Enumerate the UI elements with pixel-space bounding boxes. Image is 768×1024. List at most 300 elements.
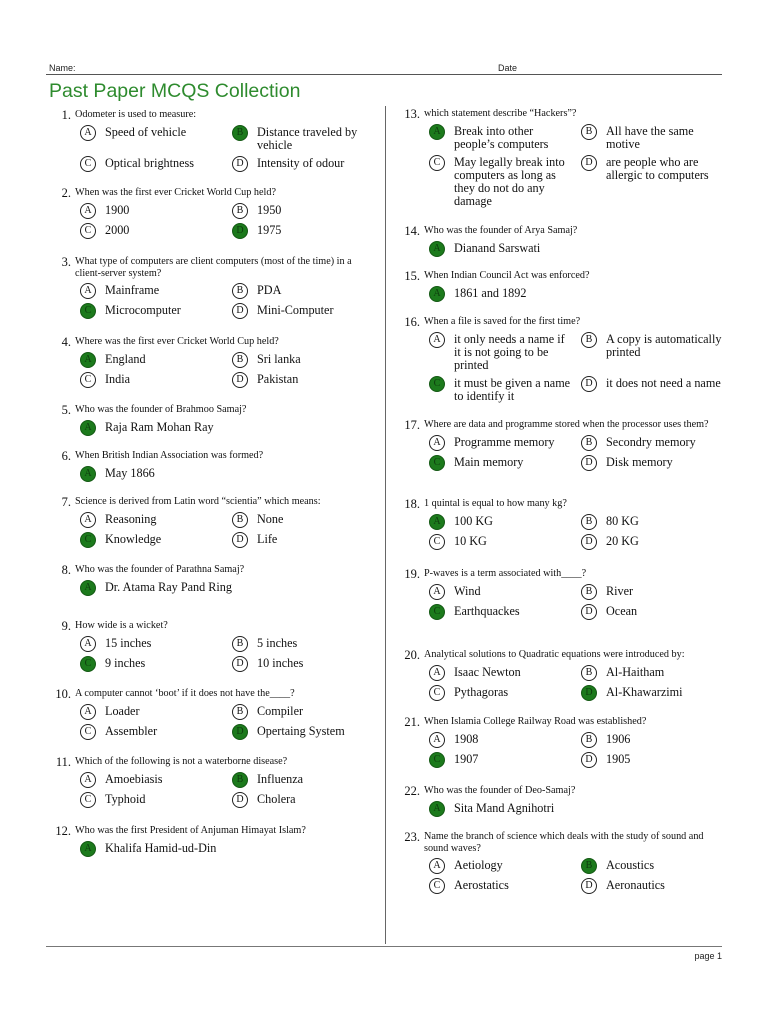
question-head xyxy=(49,620,325,632)
selected-answer-bubble[interactable]: C xyxy=(80,303,96,319)
option-c[interactable] xyxy=(429,155,581,208)
question-text: Science is derived from Latin word “scientia” which means: xyxy=(75,496,321,507)
option-text: 10 KG xyxy=(454,533,487,548)
option-c[interactable] xyxy=(429,685,581,701)
selected-answer-bubble[interactable]: C xyxy=(429,604,445,620)
question-10 xyxy=(49,688,384,740)
question-4 xyxy=(49,336,384,388)
question-head xyxy=(398,225,704,237)
answer-bubble[interactable]: B xyxy=(232,512,248,528)
options xyxy=(80,841,375,857)
option-text: Microcomputer xyxy=(105,303,181,317)
question-15 xyxy=(398,270,704,302)
question-number: 15. xyxy=(404,269,420,283)
question-head xyxy=(398,831,729,854)
option-a[interactable] xyxy=(429,241,689,257)
option-c[interactable] xyxy=(80,656,232,672)
question-number: 18. xyxy=(404,497,420,511)
answer-bubble[interactable]: D xyxy=(581,752,597,768)
option-d[interactable] xyxy=(581,534,733,550)
page-title: Past Paper MCQS Collection xyxy=(49,80,301,102)
answer-bubble[interactable]: C xyxy=(80,372,96,388)
answer-bubble[interactable]: A xyxy=(80,125,96,141)
option-b[interactable] xyxy=(581,124,733,151)
option-c[interactable] xyxy=(80,303,232,319)
selected-answer-bubble[interactable]: A xyxy=(80,420,96,436)
option-a[interactable] xyxy=(80,203,232,219)
question-text: What type of computers are client computers (most of the time) in a client-server system? xyxy=(75,256,352,279)
answer-bubble[interactable]: B xyxy=(581,332,597,348)
question-14 xyxy=(398,225,704,257)
question-head xyxy=(49,825,375,837)
option-a[interactable] xyxy=(429,435,581,451)
answer-bubble[interactable]: D xyxy=(232,372,248,388)
option-d[interactable] xyxy=(581,155,733,208)
question-head xyxy=(398,270,704,282)
question-text: When Islamia College Railway Road was established? xyxy=(424,716,647,727)
option-a[interactable] xyxy=(429,665,581,681)
answer-bubble[interactable]: D xyxy=(232,792,248,808)
answer-bubble[interactable]: D xyxy=(232,532,248,548)
option-b[interactable] xyxy=(581,435,733,451)
option-b[interactable] xyxy=(581,514,733,530)
options xyxy=(80,125,384,172)
option-text: 1900 xyxy=(105,202,130,217)
question-head xyxy=(398,568,604,580)
question-head xyxy=(398,419,734,431)
question-number: 20. xyxy=(404,648,420,662)
option-d[interactable] xyxy=(581,455,733,471)
option-text: 9 inches xyxy=(105,655,146,670)
option-a[interactable] xyxy=(80,352,232,368)
selected-answer-bubble[interactable]: C xyxy=(429,455,445,471)
answer-bubble[interactable]: A xyxy=(80,283,96,299)
question-number: 5. xyxy=(61,403,71,417)
option-text: Raja Ram Mohan Ray xyxy=(105,419,214,434)
selected-answer-bubble[interactable]: B xyxy=(232,125,248,141)
question-text: Who was the first President of Anjuman Himayat Islam? xyxy=(75,825,306,836)
options xyxy=(80,704,384,740)
question-head xyxy=(49,404,325,416)
question-head xyxy=(398,785,704,797)
answer-bubble[interactable]: A xyxy=(80,704,96,720)
option-text: 1861 and 1892 xyxy=(454,285,527,300)
question-head xyxy=(49,564,325,576)
option-text: Intensity of odour xyxy=(257,155,345,170)
answer-bubble[interactable]: B xyxy=(581,124,597,140)
option-text: PDA xyxy=(257,283,282,297)
option-text: it must be given a name to identify it xyxy=(454,375,571,403)
option-a[interactable] xyxy=(80,636,232,652)
option-a[interactable] xyxy=(80,125,232,152)
options xyxy=(429,858,733,894)
option-a[interactable] xyxy=(80,283,232,299)
option-b[interactable] xyxy=(232,125,384,152)
option-text: 20 KG xyxy=(606,533,639,548)
question-head xyxy=(49,450,325,462)
answer-bubble[interactable]: A xyxy=(429,332,445,348)
options xyxy=(80,466,340,482)
option-a[interactable] xyxy=(429,332,581,372)
option-text: 2000 xyxy=(105,222,130,237)
answer-bubble[interactable]: D xyxy=(581,376,597,392)
selected-answer-bubble[interactable]: A xyxy=(429,241,445,257)
options xyxy=(80,203,384,239)
option-c[interactable] xyxy=(80,223,232,239)
option-a[interactable] xyxy=(429,514,581,530)
selected-answer-bubble[interactable]: C xyxy=(429,376,445,392)
option-a[interactable] xyxy=(80,704,232,720)
question-text: P-waves is a term associated with____? xyxy=(424,568,587,579)
selected-answer-bubble[interactable]: C xyxy=(80,532,96,548)
option-b[interactable] xyxy=(581,332,733,372)
question-number: 17. xyxy=(404,418,420,432)
option-a[interactable] xyxy=(429,858,581,874)
answer-bubble[interactable]: A xyxy=(80,636,96,652)
answer-bubble[interactable]: D xyxy=(232,303,248,319)
option-d[interactable] xyxy=(581,752,733,768)
option-text: Isaac Newton xyxy=(454,664,521,679)
question-head xyxy=(398,649,734,661)
question-head xyxy=(49,109,325,121)
option-d[interactable] xyxy=(232,156,384,172)
options xyxy=(429,124,733,208)
option-b[interactable] xyxy=(232,772,384,788)
option-d[interactable] xyxy=(581,604,733,620)
selected-answer-bubble[interactable]: A xyxy=(80,841,96,857)
question-3 xyxy=(49,256,384,319)
option-d[interactable] xyxy=(232,656,384,672)
option-text: Pakistan xyxy=(257,371,299,386)
column-divider xyxy=(385,106,386,944)
option-text: Knowledge xyxy=(105,531,162,546)
option-text: 100 KG xyxy=(454,513,493,528)
question-8 xyxy=(49,564,340,596)
question-16 xyxy=(398,316,733,403)
option-d[interactable] xyxy=(581,376,733,403)
selected-answer-bubble[interactable]: A xyxy=(429,286,445,302)
option-d[interactable] xyxy=(232,303,384,319)
options xyxy=(429,584,733,620)
question-12 xyxy=(49,825,375,857)
option-text: 1975 xyxy=(257,222,282,237)
options xyxy=(80,772,384,808)
selected-answer-bubble[interactable]: A xyxy=(80,352,96,368)
answer-bubble[interactable]: B xyxy=(581,435,597,451)
option-a[interactable] xyxy=(80,512,232,528)
answer-bubble[interactable]: D xyxy=(581,604,597,620)
options xyxy=(429,332,733,403)
option-d[interactable] xyxy=(232,724,384,740)
answer-bubble[interactable]: B xyxy=(581,514,597,530)
option-text: Wind xyxy=(454,583,481,598)
answer-bubble[interactable]: D xyxy=(581,878,597,894)
answer-bubble[interactable]: A xyxy=(80,203,96,219)
option-b[interactable] xyxy=(232,352,384,368)
answer-bubble[interactable]: C xyxy=(80,792,96,808)
answer-bubble[interactable]: D xyxy=(581,534,597,550)
question-text: When British Indian Association was formed? xyxy=(75,450,264,461)
option-text: Distance traveled by vehicle xyxy=(257,124,358,152)
option-d[interactable] xyxy=(232,372,384,388)
option-text: 10 inches xyxy=(257,655,304,670)
selected-answer-bubble[interactable]: B xyxy=(232,772,248,788)
question-number: 2. xyxy=(61,186,71,200)
question-head xyxy=(398,108,704,120)
selected-answer-bubble[interactable]: A xyxy=(429,514,445,530)
option-text: A copy is automatically printed xyxy=(606,331,722,359)
answer-bubble[interactable]: C xyxy=(429,878,445,894)
answer-bubble[interactable]: C xyxy=(429,534,445,550)
selected-answer-bubble[interactable]: A xyxy=(429,124,445,140)
option-text: Cholera xyxy=(257,791,296,806)
option-a[interactable] xyxy=(80,466,340,482)
question-text: Analytical solutions to Quadratic equations were introduced by: xyxy=(424,649,685,660)
option-text: Loader xyxy=(105,703,140,718)
question-17 xyxy=(398,419,734,471)
question-head xyxy=(49,756,365,768)
option-text: it only needs a name if it is not going to be printed xyxy=(454,331,565,372)
question-text: Who was the founder of Deo-Samaj? xyxy=(424,785,576,796)
question-23 xyxy=(398,831,733,894)
option-a[interactable] xyxy=(80,841,340,857)
option-d[interactable] xyxy=(232,223,384,239)
option-text: Earthquackes xyxy=(454,603,520,618)
option-text: Compiler xyxy=(257,703,304,718)
question-head xyxy=(398,716,704,728)
options xyxy=(80,636,384,672)
question-number: 12. xyxy=(55,824,71,838)
option-a[interactable] xyxy=(429,584,581,600)
option-a[interactable] xyxy=(429,732,581,748)
answer-bubble[interactable]: C xyxy=(80,223,96,239)
answer-bubble[interactable]: A xyxy=(429,584,445,600)
option-text: Optical brightness xyxy=(105,155,195,170)
answer-bubble[interactable]: C xyxy=(429,685,445,701)
options xyxy=(429,801,704,817)
answer-bubble[interactable]: A xyxy=(429,858,445,874)
option-text: Speed of vehicle xyxy=(105,124,187,139)
question-number: 23. xyxy=(404,830,420,844)
answer-bubble[interactable]: A xyxy=(429,665,445,681)
option-a[interactable] xyxy=(429,124,581,151)
option-text: Pythagoras xyxy=(454,684,509,699)
answer-bubble[interactable]: C xyxy=(80,724,96,740)
question-19 xyxy=(398,568,733,620)
header-rule xyxy=(46,74,722,75)
option-c[interactable] xyxy=(429,878,581,894)
option-b[interactable] xyxy=(232,704,384,720)
question-head xyxy=(49,496,375,508)
answer-bubble[interactable]: A xyxy=(80,512,96,528)
answer-bubble[interactable]: C xyxy=(429,155,445,171)
option-text: 80 KG xyxy=(606,513,639,528)
option-c[interactable] xyxy=(80,792,232,808)
answer-bubble[interactable]: A xyxy=(80,772,96,788)
answer-bubble[interactable]: D xyxy=(232,656,248,672)
option-b[interactable] xyxy=(581,584,733,600)
option-c[interactable] xyxy=(429,604,581,620)
options xyxy=(80,283,384,319)
question-number: 1. xyxy=(61,108,71,122)
option-text: Dr. Atama Ray Pand Ring xyxy=(105,579,232,594)
question-number: 21. xyxy=(404,715,420,729)
options xyxy=(429,665,734,701)
question-13 xyxy=(398,108,733,208)
selected-answer-bubble[interactable]: D xyxy=(232,724,248,740)
option-b[interactable] xyxy=(581,665,733,681)
page-number: page 1 xyxy=(694,951,722,961)
question-text: Who was the founder of Brahmoo Samaj? xyxy=(75,404,247,415)
option-text: Sri lanka xyxy=(257,351,301,366)
option-text: 1908 xyxy=(454,731,479,746)
question-text: Who was the founder of Arya Samaj? xyxy=(424,225,578,236)
option-b[interactable] xyxy=(232,636,384,652)
option-a[interactable] xyxy=(429,286,689,302)
question-number: 4. xyxy=(61,335,71,349)
question-20 xyxy=(398,649,734,701)
option-d[interactable] xyxy=(581,685,733,701)
question-number: 9. xyxy=(61,619,71,633)
answer-bubble[interactable]: B xyxy=(232,283,248,299)
question-text: When Indian Council Act was enforced? xyxy=(424,270,590,281)
option-text: Aerostatics xyxy=(454,878,509,892)
question-head xyxy=(49,256,360,279)
options xyxy=(80,512,384,548)
option-text: 1905 xyxy=(606,751,631,766)
option-text: England xyxy=(105,351,146,366)
question-18 xyxy=(398,498,733,550)
option-text: Reasoning xyxy=(105,511,157,526)
question-text: Who was the founder of Parathna Samaj? xyxy=(75,564,245,575)
option-c[interactable] xyxy=(429,534,581,550)
option-text: Amoebiasis xyxy=(105,771,163,786)
question-5 xyxy=(49,404,340,436)
option-b[interactable] xyxy=(232,203,384,219)
option-text: May legally break into computers as long as they do not do any damage xyxy=(454,154,565,208)
selected-answer-bubble[interactable]: C xyxy=(80,656,96,672)
selected-answer-bubble[interactable]: A xyxy=(80,580,96,596)
option-text: Main memory xyxy=(454,454,524,469)
option-a[interactable] xyxy=(429,801,689,817)
options xyxy=(429,732,733,768)
question-6 xyxy=(49,450,340,482)
option-text: Secondry memory xyxy=(606,434,696,449)
question-head xyxy=(49,336,325,348)
options xyxy=(80,580,340,596)
option-c[interactable] xyxy=(429,455,581,471)
selected-answer-bubble[interactable]: D xyxy=(581,685,597,701)
answer-bubble[interactable]: C xyxy=(80,156,96,172)
question-22 xyxy=(398,785,704,817)
answer-bubble[interactable]: D xyxy=(232,156,248,172)
answer-bubble[interactable]: A xyxy=(429,435,445,451)
option-c[interactable] xyxy=(429,752,581,768)
option-text: Mini-Computer xyxy=(257,303,334,317)
answer-bubble[interactable]: B xyxy=(232,704,248,720)
footer-rule xyxy=(46,946,722,947)
option-b[interactable] xyxy=(581,858,733,874)
question-text: Which of the following is not a waterborne disease? xyxy=(75,756,288,767)
question-text: 1 quintal is equal to how many kg? xyxy=(424,498,567,509)
option-b[interactable] xyxy=(581,732,733,748)
option-c[interactable] xyxy=(80,724,232,740)
question-number: 14. xyxy=(404,224,420,238)
option-text: India xyxy=(105,371,131,386)
selected-answer-bubble[interactable]: A xyxy=(429,801,445,817)
options xyxy=(80,352,384,388)
option-text: Aetiology xyxy=(454,858,503,872)
question-9 xyxy=(49,620,384,672)
option-text: Break into other people’s computers xyxy=(454,123,549,151)
selected-answer-bubble[interactable]: C xyxy=(429,752,445,768)
question-21 xyxy=(398,716,733,768)
question-number: 3. xyxy=(61,255,71,269)
option-text: 1907 xyxy=(454,751,479,766)
option-text: Acoustics xyxy=(606,858,655,872)
answer-bubble[interactable]: B xyxy=(232,203,248,219)
answer-bubble[interactable]: A xyxy=(429,732,445,748)
option-text: None xyxy=(257,511,284,526)
option-text: Programme memory xyxy=(454,434,555,449)
answer-bubble[interactable]: D xyxy=(581,455,597,471)
option-text: Khalifa Hamid-ud-Din xyxy=(105,840,217,855)
question-2 xyxy=(49,187,384,239)
answer-bubble[interactable]: B xyxy=(581,584,597,600)
question-text: Where was the first ever Cricket World Cup held? xyxy=(75,336,279,347)
option-text: Opertaing System xyxy=(257,723,345,738)
date-label: Date xyxy=(498,63,518,73)
option-text: Ocean xyxy=(606,603,638,618)
option-a[interactable] xyxy=(80,420,340,436)
selected-answer-bubble[interactable]: A xyxy=(80,466,96,482)
question-text: When a file is saved for the first time? xyxy=(424,316,581,327)
option-c[interactable] xyxy=(80,156,232,172)
question-text: Odometer is used to measure: xyxy=(75,109,197,120)
answer-bubble[interactable]: D xyxy=(581,155,597,171)
option-a[interactable] xyxy=(80,772,232,788)
option-a[interactable] xyxy=(80,580,340,596)
answer-bubble[interactable]: B xyxy=(232,636,248,652)
question-1 xyxy=(49,109,384,172)
question-number: 10. xyxy=(55,687,71,701)
option-d[interactable] xyxy=(232,792,384,808)
options xyxy=(429,435,734,471)
option-c[interactable] xyxy=(429,376,581,403)
option-b[interactable] xyxy=(232,283,384,299)
option-c[interactable] xyxy=(80,532,232,548)
option-b[interactable] xyxy=(232,512,384,528)
answer-bubble[interactable]: B xyxy=(581,665,597,681)
option-text: 15 inches xyxy=(105,635,152,650)
option-text: All have the same motive xyxy=(606,123,694,151)
option-text: Dianand Sarswati xyxy=(454,240,541,255)
options xyxy=(429,514,733,550)
answer-bubble[interactable]: B xyxy=(581,732,597,748)
option-c[interactable] xyxy=(80,372,232,388)
answer-bubble[interactable]: B xyxy=(232,352,248,368)
selected-answer-bubble[interactable]: B xyxy=(581,858,597,874)
option-text: Influenza xyxy=(257,771,304,786)
option-text: Al-Haitham xyxy=(606,664,665,679)
selected-answer-bubble[interactable]: D xyxy=(232,223,248,239)
question-head xyxy=(49,187,325,199)
option-text: Aeronautics xyxy=(606,878,665,892)
option-d[interactable] xyxy=(232,532,384,548)
question-text: A computer cannot ‘boot’ if it does not have the____? xyxy=(75,688,295,699)
option-d[interactable] xyxy=(581,878,733,894)
option-text: 1906 xyxy=(606,731,631,746)
